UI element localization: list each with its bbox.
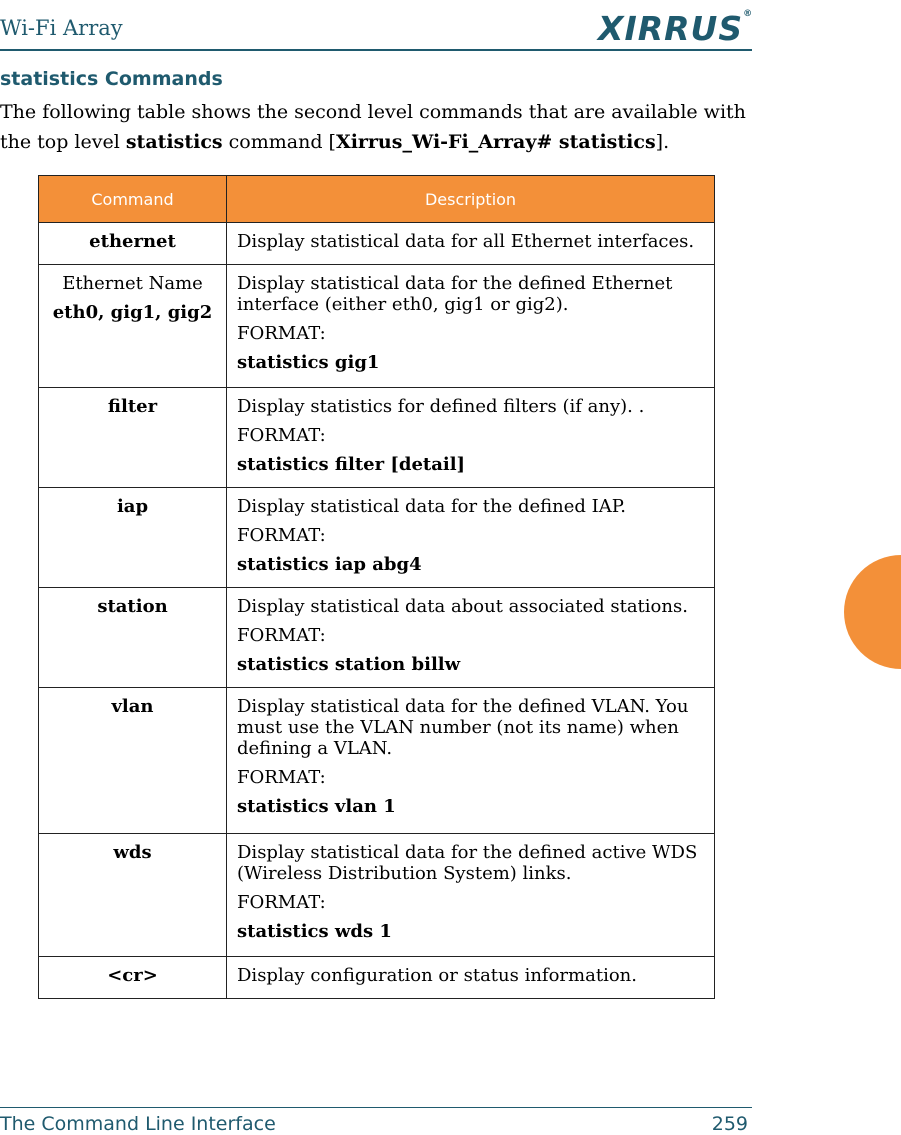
description-cell (227, 834, 715, 957)
footer-divider (0, 1107, 752, 1108)
command-name: <cr> (107, 965, 158, 986)
table-row (39, 488, 715, 588)
description-text: Display statistical data for the defined IAP. (237, 496, 626, 517)
table-row (39, 588, 715, 688)
description-text: Display statistical data for the defined Ethernet interface (either eth0, gig1 or gig2). (237, 273, 673, 315)
description-cell (227, 957, 715, 999)
command-name: wds (113, 842, 152, 863)
description-text: Display statistics for defined filters (if any). . (237, 396, 645, 417)
command-cell (39, 834, 227, 957)
format-label: FORMAT: (237, 525, 326, 546)
command-cell (39, 223, 227, 265)
commands-table (38, 175, 715, 999)
command-name: eth0, gig1, gig2 (52, 302, 213, 323)
command-cell (39, 588, 227, 688)
table-row (39, 388, 715, 488)
description-text: Display statistical data about associated stations. (237, 596, 688, 617)
format-example: statistics vlan 1 (237, 796, 396, 817)
description-cell (227, 588, 715, 688)
description-cell (227, 488, 715, 588)
intro-pre: The following table shows the second level commands that are available with the top level (0, 101, 746, 153)
command-cell (39, 488, 227, 588)
page-number: 259 (711, 1113, 748, 1135)
intro-prompt: Xirrus_Wi-Fi_Array# statistics (335, 131, 656, 153)
logo-mark: ® (743, 9, 754, 19)
description-text: Display configuration or status information. (237, 965, 637, 986)
command-cell (39, 388, 227, 488)
xirrus-logo (598, 9, 753, 48)
description-text: Display statistical data for all Ethernet interfaces. (237, 231, 695, 252)
footer-chapter: The Command Line Interface (0, 1113, 276, 1135)
description-cell (227, 388, 715, 488)
logo-text: XIRRUS (598, 9, 744, 48)
command-cell (39, 265, 227, 388)
command-name: station (97, 596, 168, 617)
format-example: statistics filter [detail] (237, 454, 466, 475)
table-row (39, 223, 715, 265)
table-row (39, 834, 715, 957)
intro-mid: command [ (222, 131, 336, 153)
format-example: statistics gig1 (237, 352, 380, 373)
description-cell (227, 688, 715, 834)
header-divider (0, 49, 752, 51)
command-name: iap (116, 496, 149, 517)
section-title: statistics Commands (0, 68, 223, 90)
table-row (39, 265, 715, 388)
format-example: statistics wds 1 (237, 921, 392, 942)
header-command: Command (39, 176, 227, 223)
command-name: filter (107, 396, 158, 417)
command-name: ethernet (89, 231, 176, 252)
format-label: FORMAT: (237, 892, 326, 913)
format-example: statistics iap abg4 (237, 554, 422, 575)
header-description: Description (227, 176, 715, 223)
description-text: Display statistical data for the defined active WDS (Wireless Distribution System) links. (237, 842, 698, 884)
format-label: FORMAT: (237, 625, 326, 646)
table-header-row (39, 176, 715, 223)
header-title: Wi-Fi Array (0, 16, 123, 40)
command-cell (39, 957, 227, 999)
intro-cmd: statistics (125, 131, 223, 153)
intro-paragraph (0, 97, 756, 157)
table-row (39, 688, 715, 834)
format-label: FORMAT: (237, 425, 326, 446)
intro-post: ]. (655, 131, 670, 153)
format-example: statistics station billw (237, 654, 461, 675)
format-label: FORMAT: (237, 767, 326, 788)
description-cell (227, 223, 715, 265)
table-row (39, 957, 715, 999)
command-sub-label: Ethernet Name (62, 273, 203, 294)
command-name: vlan (111, 696, 154, 717)
format-label: FORMAT: (237, 323, 326, 344)
command-cell (39, 688, 227, 834)
description-text: Display statistical data for the defined VLAN. You must use the VLAN number (not its name) when defining a VLAN. (237, 696, 689, 759)
description-cell (227, 265, 715, 388)
chapter-tab-marker (844, 555, 901, 669)
